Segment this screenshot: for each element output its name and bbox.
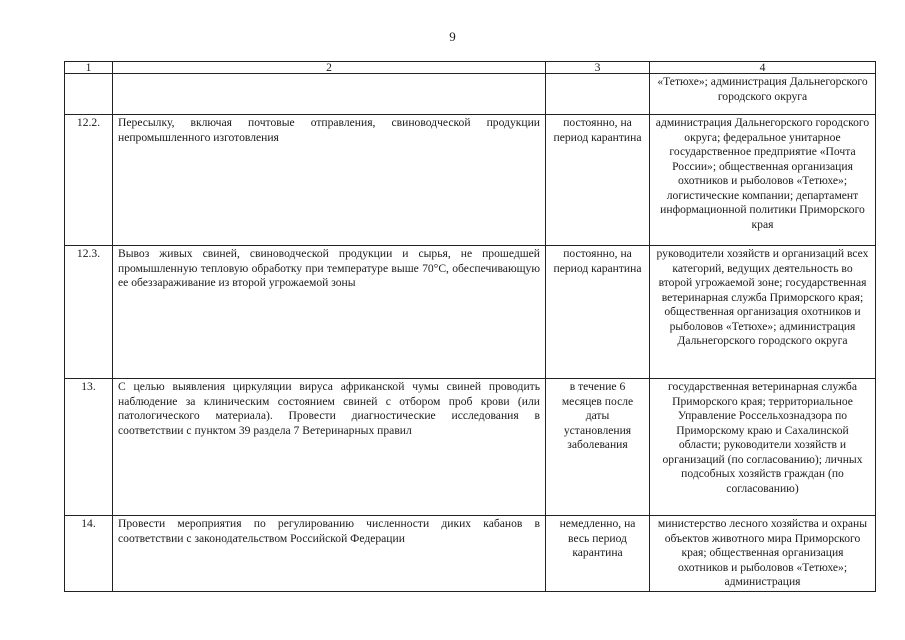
measure-text: С целью выявления циркуляции вируса африканской чумы свиней проводить наблюдение за клиническим состоянием свиней с отбором проб крови (или патологического материала). Провести диагностические исследования в соответствии с пунктом 39 раздела 7 Ветеринарных правил [113, 379, 546, 516]
row-number: 12.2. [65, 115, 113, 246]
table-row [65, 516, 876, 592]
table-row [65, 379, 876, 516]
table-row [65, 246, 876, 379]
table-row [65, 74, 876, 115]
row-number: 14. [65, 516, 113, 592]
measure-text: Пересылку, включая почтовые отправления, свиноводческой продукции непромышленного изготовления [113, 115, 546, 246]
column-header: 1 [65, 62, 113, 74]
measure-text [113, 74, 546, 115]
column-header: 4 [650, 62, 876, 74]
page-number: 9 [449, 29, 456, 44]
responsible-cell: администрация Дальнегорского городского округа; федеральное унитарное государственное предприятие «Почта России»; общественная организация охотников и рыболовов «Тетюхе»; логистические компании; департамент информационной политики Приморского края [650, 115, 876, 246]
measures-table [64, 61, 876, 592]
column-header: 3 [546, 62, 650, 74]
column-header: 2 [113, 62, 546, 74]
measure-text: Вывоз живых свиней, свиноводческой продукции и сырья, не прошедшей промышленную тепловую обработку при температуре выше 70°С, обеспечивающую ее обеззараживание из второй угрожаемой зоны [113, 246, 546, 379]
responsible-cell: руководители хозяйств и организаций всех категорий, ведущих деятельность во второй угрожаемой зоне; государственная ветеринарная служба Приморского края; общественная организация охотников и рыболовов «Тетюхе»; администрация Дальнегорского городского округа [650, 246, 876, 379]
responsible-cell: государственная ветеринарная служба Приморского края; территориальное Управление Россельхознадзора по Приморскому краю и Сахалинской области; руководители хозяйств и организаций (по согласованию); личных подсобных хозяйств граждан (по согласованию) [650, 379, 876, 516]
measure-text: Провести мероприятия по регулированию численности диких кабанов в соответствии с законодательством Российской Федерации [113, 516, 546, 592]
responsible-cell: министерство лесного хозяйства и охраны объектов животного мира Приморского края; общественная организация охотников и рыболовов «Тетюхе»; администрация [650, 516, 876, 592]
deadline-cell: немедленно, на весь период карантина [546, 516, 650, 592]
deadline-cell: в течение 6 месяцев после даты установления заболевания [546, 379, 650, 516]
row-number [65, 74, 113, 115]
deadline-cell [546, 74, 650, 115]
table-row [65, 115, 876, 246]
row-number: 13. [65, 379, 113, 516]
responsible-cell: «Тетюхе»; администрация Дальнегорского городского округа [650, 74, 876, 115]
row-number: 12.3. [65, 246, 113, 379]
deadline-cell: постоянно, на период карантина [546, 246, 650, 379]
deadline-cell: постоянно, на период карантина [546, 115, 650, 246]
table-header-row [65, 62, 876, 74]
